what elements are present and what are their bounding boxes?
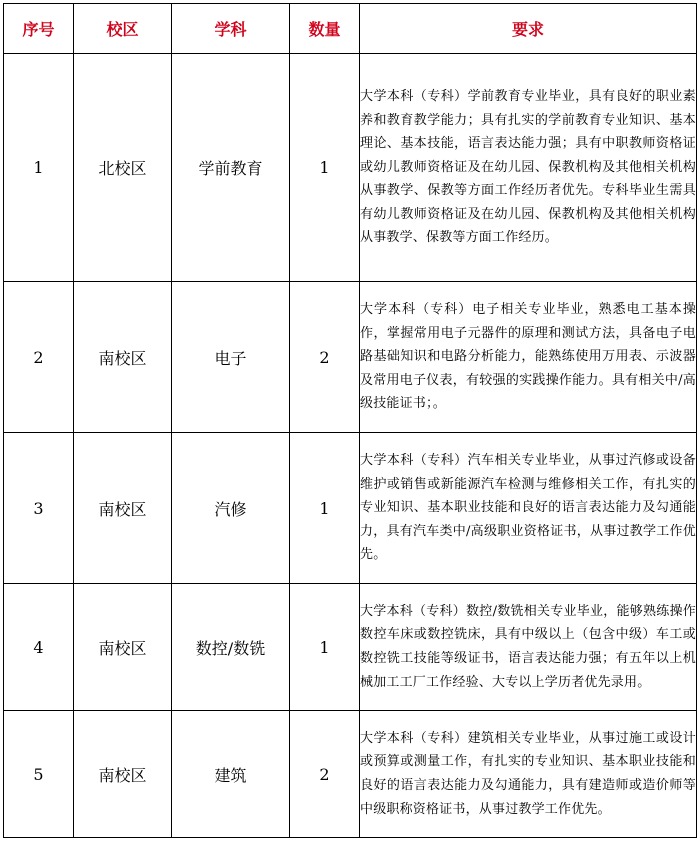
row-subject: 汽修	[172, 433, 290, 584]
header-row	[4, 4, 697, 54]
row-requirement: 大学本科（专科）数控/数铣相关专业毕业，能够熟练操作数控车床或数控铣床，具有中级以上（包含中级）车工或数控铣工技能等级证书，语言表达能力强；有五年以上机械加工工厂工作经验、大专以上学历者优先录用。	[360, 584, 697, 711]
header-subject: 学科	[172, 4, 290, 54]
table-row	[4, 584, 697, 711]
row-index: 3	[4, 433, 74, 584]
row-index: 2	[4, 282, 74, 433]
row-index: 1	[4, 54, 74, 282]
header-count: 数量	[290, 4, 360, 54]
row-campus: 北校区	[74, 54, 172, 282]
row-subject: 建筑	[172, 711, 290, 838]
header-requirement: 要求	[360, 4, 697, 54]
table-row	[4, 711, 697, 838]
row-subject: 数控/数铣	[172, 584, 290, 711]
row-count: 2	[290, 282, 360, 433]
row-count: 1	[290, 433, 360, 584]
row-requirement: 大学本科（专科）电子相关专业毕业，熟悉电工基本操作，掌握常用电子元器件的原理和测试方法，具备电子电路基础知识和电路分析能力，能熟练使用万用表、示波器及常用电子仪表，有较强的实践操作能力。具有相关中/高级技能证书；。	[360, 282, 697, 433]
header-campus: 校区	[74, 4, 172, 54]
row-subject: 学前教育	[172, 54, 290, 282]
row-count: 1	[290, 584, 360, 711]
row-campus: 南校区	[74, 584, 172, 711]
row-index: 5	[4, 711, 74, 838]
row-count: 1	[290, 54, 360, 282]
row-requirement: 大学本科（专科）学前教育专业毕业，具有良好的职业素养和教育教学能力；具有扎实的学前教育专业知识、基本理论、基本技能，语言表达能力强；具有中职教师资格证或幼儿教师资格证及在幼儿园、保教机构及其他相关机构从事教学、保教等方面工作经历者优先。专科毕业生需具有幼儿教师资格证及在幼儿园、保教机构及其他相关机构从事教学、保教等方面工作经历。	[360, 54, 697, 282]
recruitment-table	[3, 3, 697, 838]
header-index: 序号	[4, 4, 74, 54]
row-campus: 南校区	[74, 711, 172, 838]
row-subject: 电子	[172, 282, 290, 433]
row-campus: 南校区	[74, 282, 172, 433]
row-campus: 南校区	[74, 433, 172, 584]
table-row	[4, 433, 697, 584]
row-count: 2	[290, 711, 360, 838]
table-row	[4, 282, 697, 433]
row-requirement: 大学本科（专科）汽车相关专业毕业，从事过汽修或设备维护或销售或新能源汽车检测与维修相关工作，有扎实的专业知识、基本职业技能和良好的语言表达能力及勾通能力，具有汽车类中/高级职业资格证书，从事过教学工作优先。	[360, 433, 697, 584]
row-index: 4	[4, 584, 74, 711]
row-requirement: 大学本科（专科）建筑相关专业毕业，从事过施工或设计或预算或测量工作，有扎实的专业知识、基本职业技能和良好的语言表达能力及勾通能力，具有建造师或造价师等中级职称资格证书，从事过教学工作优先。	[360, 711, 697, 838]
table-row	[4, 54, 697, 282]
